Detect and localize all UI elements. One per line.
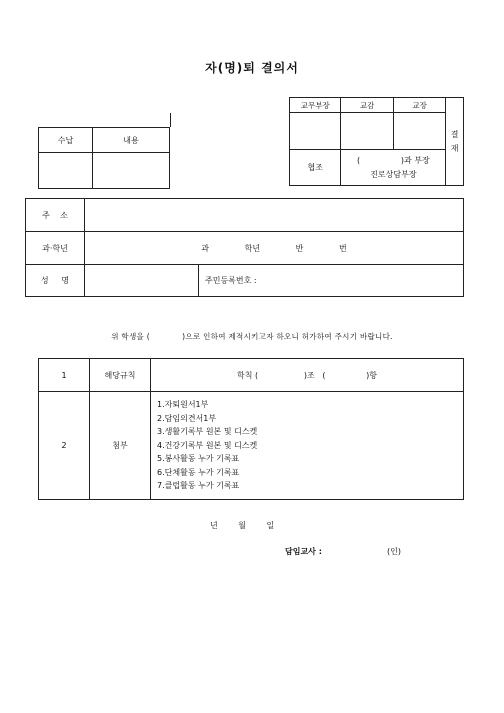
detail-row2-label: 첨부 <box>90 392 151 500</box>
attachment-item: 2.담임의견서1부 <box>157 413 217 423</box>
request-sentence: 위 학생을 ( )으로 인하여 제적시키고자 하오니 허가하여 주시기 바랍니다. <box>111 332 393 341</box>
receipt-marker-line <box>170 113 171 127</box>
approval-header-1: 교무부장 <box>290 98 341 113</box>
receipt-value-2[interactable] <box>93 153 170 189</box>
cooperation-label: 협조 <box>290 150 341 186</box>
approval-side-label <box>446 98 464 186</box>
student-info-table <box>25 198 464 297</box>
approval-sign-2[interactable] <box>341 113 393 150</box>
attachment-item: 3.생활기록부 원본 및 디스켓 <box>157 427 258 437</box>
cooperation-line-1: ( )과 부장 <box>357 155 430 165</box>
attachment-item: 7.클럽활동 누가 기록표 <box>157 481 240 491</box>
address-label: 주 소 <box>26 199 85 232</box>
approval-sign-1[interactable] <box>290 113 341 150</box>
receipt-header-2: 내용 <box>93 128 170 153</box>
dept-label: 과·학년 <box>26 232 85 265</box>
approval-table <box>289 97 464 186</box>
attachment-item: 4.건강기록부 원본 및 디스켓 <box>157 440 258 450</box>
document-title: 자(명)퇴 결의서 <box>205 61 299 75</box>
detail-row1-no: 1 <box>39 359 90 392</box>
attachment-item: 6.단체활동 누가 기록표 <box>157 467 240 477</box>
teacher-seal: (인) <box>387 547 401 556</box>
receipt-header-1: 수납 <box>39 128 93 153</box>
cooperation-cell[interactable] <box>341 150 446 186</box>
approval-sign-3[interactable] <box>393 113 445 150</box>
detail-row1-value[interactable]: 학칙 ( )조 ( )항 <box>151 359 464 392</box>
receipt-table <box>38 127 170 189</box>
receipt-value-1[interactable] <box>39 153 93 189</box>
resident-number-label[interactable]: 주민등록번호 : <box>199 265 464 297</box>
attachment-item: 1.자퇴원서1부 <box>157 400 209 410</box>
date-line: 년 월 일 <box>210 521 275 530</box>
approval-header-3: 교장 <box>393 98 445 113</box>
address-value[interactable] <box>85 199 464 232</box>
detail-row2-no: 2 <box>39 392 90 500</box>
detail-row1-label: 해당규칙 <box>90 359 151 392</box>
approval-side-label-bottom: 재 <box>450 143 459 153</box>
cooperation-line-2: 진로상담부장 <box>370 169 417 179</box>
name-label: 성 명 <box>26 265 85 297</box>
attachment-list <box>151 392 464 500</box>
details-table <box>38 358 464 500</box>
teacher-label: 담임교사 : <box>285 547 322 556</box>
dept-value[interactable]: 과 학년 반 번 <box>85 232 464 265</box>
attachment-item: 5.봉사활동 누가 기록표 <box>157 454 240 464</box>
approval-side-label-top: 결 <box>450 129 459 139</box>
approval-header-2: 교감 <box>341 98 393 113</box>
homeroom-teacher-line <box>285 546 401 557</box>
name-value[interactable] <box>85 265 199 297</box>
